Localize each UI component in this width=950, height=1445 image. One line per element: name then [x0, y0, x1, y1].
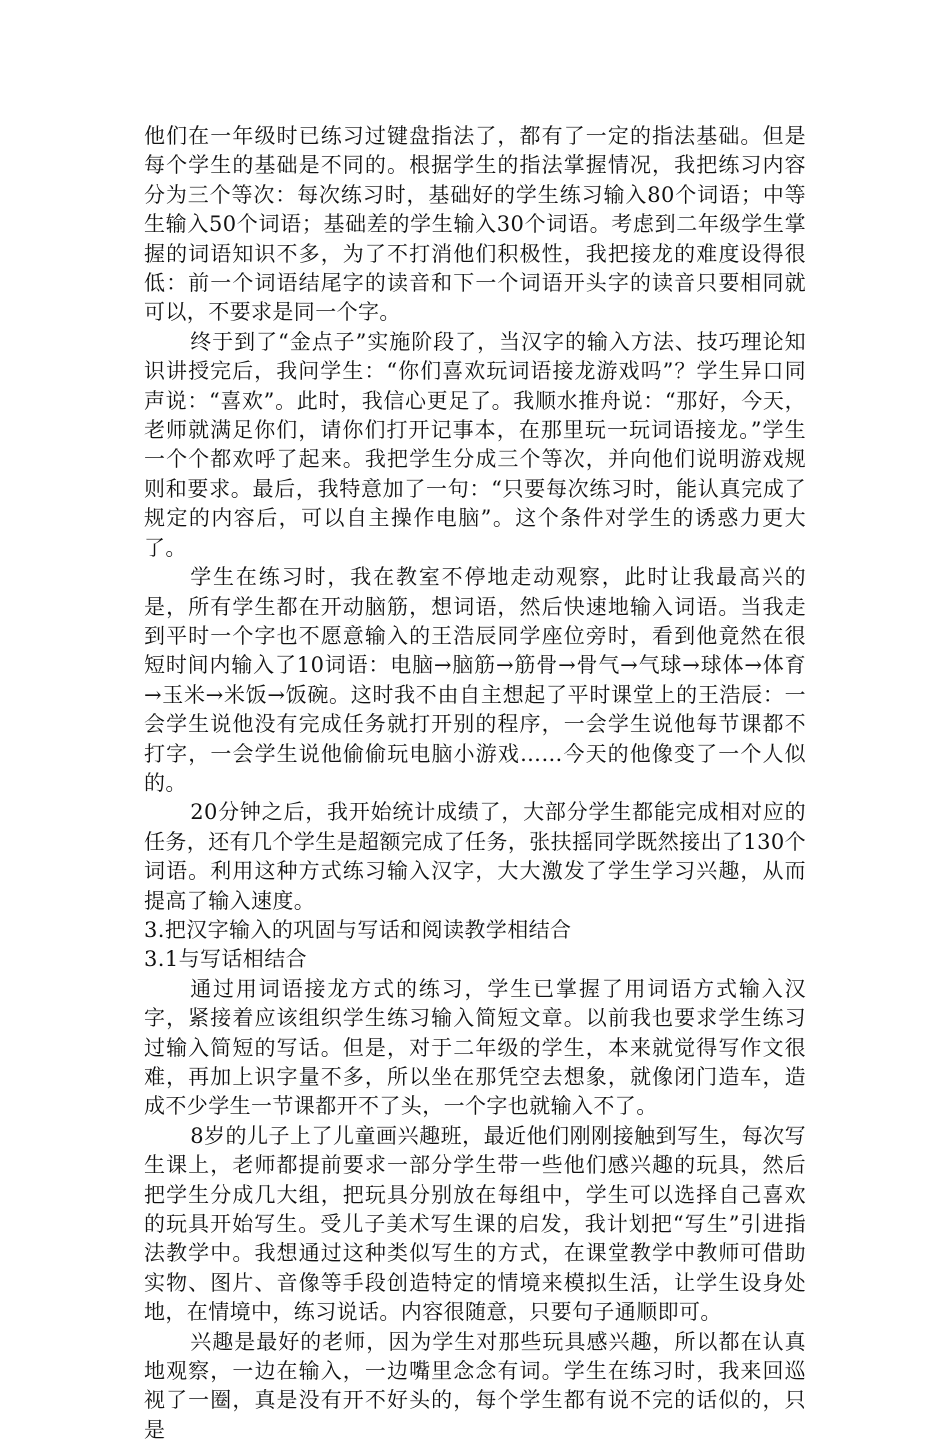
paragraph-4: 20分钟之后，我开始统计成绩了，大部分学生都能完成相对应的任务，还有几个学生是超额完成了任务，张扶摇同学既然接出了130个词语。利用这种方式练习输入汉字，大大激发了学生学习兴趣，从而提高了输入速度。: [144, 800, 806, 913]
paragraph-7: 兴趣是最好的老师，因为学生对那些玩具感兴趣，所以都在认真地观察，一边在输入，一边嘴里念念有词。学生在练习时，我来回巡视了一圈，真是没有开不好头的，每个学生都有说不完的话似的，只是: [144, 1329, 806, 1442]
paragraph-6: 8岁的儿子上了儿童画兴趣班，最近他们刚刚接触到写生，每次写生课上，老师都提前要求一部分学生带一些他们感兴趣的玩具，然后把学生分成几大组，把玩具分别放在每组中，学生可以选择自己喜欢的玩具开始写生。受儿子美术写生课的启发，我计划把“写生”引进指法教学中。我想通过这种类似写生的方式，在课堂教学中教师可借助实物、图片、音像等手段创造特定的情境来模拟生活，让学生设身处地，在情境中，练习说话。内容很随意，只要句子通顺即可。: [144, 1123, 806, 1325]
document-page: [144, 122, 806, 1445]
subsection-heading: 3.1与写话相结合: [144, 947, 307, 972]
paragraph-5: 通过用词语接龙方式的练习，学生已掌握了用词语方式输入汉字，紧接着应该组织学生练习输入简短文章。以前我也要求学生练习过输入简短的写话。但是，对于二年级的学生，本来就觉得写作文很难，再加上识字量不多，所以坐在那凭空去想象，就像闭门造车，造成不少学生一节课都开不了头，一个字也就输入不了。: [144, 976, 806, 1119]
paragraph-3: 学生在练习时，我在教室不停地走动观察，此时让我最高兴的是，所有学生都在开动脑筋，想词语，然后快速地输入词语。当我走到平时一个字也不愿意输入的王浩辰同学座位旁时，看到他竟然在很短时间内输入了10词语：电脑→脑筋→筋骨→骨气→气球→球体→体育→玉米→米饭→饭碗。这时我不由自主想起了平时课堂上的王浩辰：一会学生说他没有完成任务就打开别的程序，一会学生说他每节课都不打字，一会学生说他偷偷玩电脑小游戏……今天的他像变了一个人似的。: [144, 565, 806, 795]
section-heading: 3.把汉字输入的巩固与写话和阅读教学相结合: [144, 917, 572, 942]
paragraph-2: 终于到了“金点子”实施阶段了，当汉字的输入方法、技巧理论知识讲授完后，我问学生：“你们喜欢玩词语接龙游戏吗”？学生异口同声说：“喜欢”。此时，我信心更足了。我顺水推舟说：“那好，今天，老师就满足你们，请你们打开记事本，在那里玩一玩词语接龙。”学生一个个都欢呼了起来。我把学生分成三个等次，并向他们说明游戏规则和要求。最后，我特意加了一句：“只要每次练习时，能认真完成了规定的内容后，可以自主操作电脑”。这个条件对学生的诱惑力更大了。: [144, 329, 806, 560]
paragraph-1: 他们在一年级时已练习过键盘指法了，都有了一定的指法基础。但是每个学生的基础是不同的。根据学生的指法掌握情况，我把练习内容分为三个等次：每次练习时，基础好的学生练习输入80个词语；中等生输入50个词语；基础差的学生输入30个词语。考虑到二年级学生掌握的词语知识不多，为了不打消他们积极性，我把接龙的难度设得很低：前一个词语结尾字的读音和下一个词语开头字的读音只要相同就可以，不要求是同一个字。: [144, 124, 806, 325]
